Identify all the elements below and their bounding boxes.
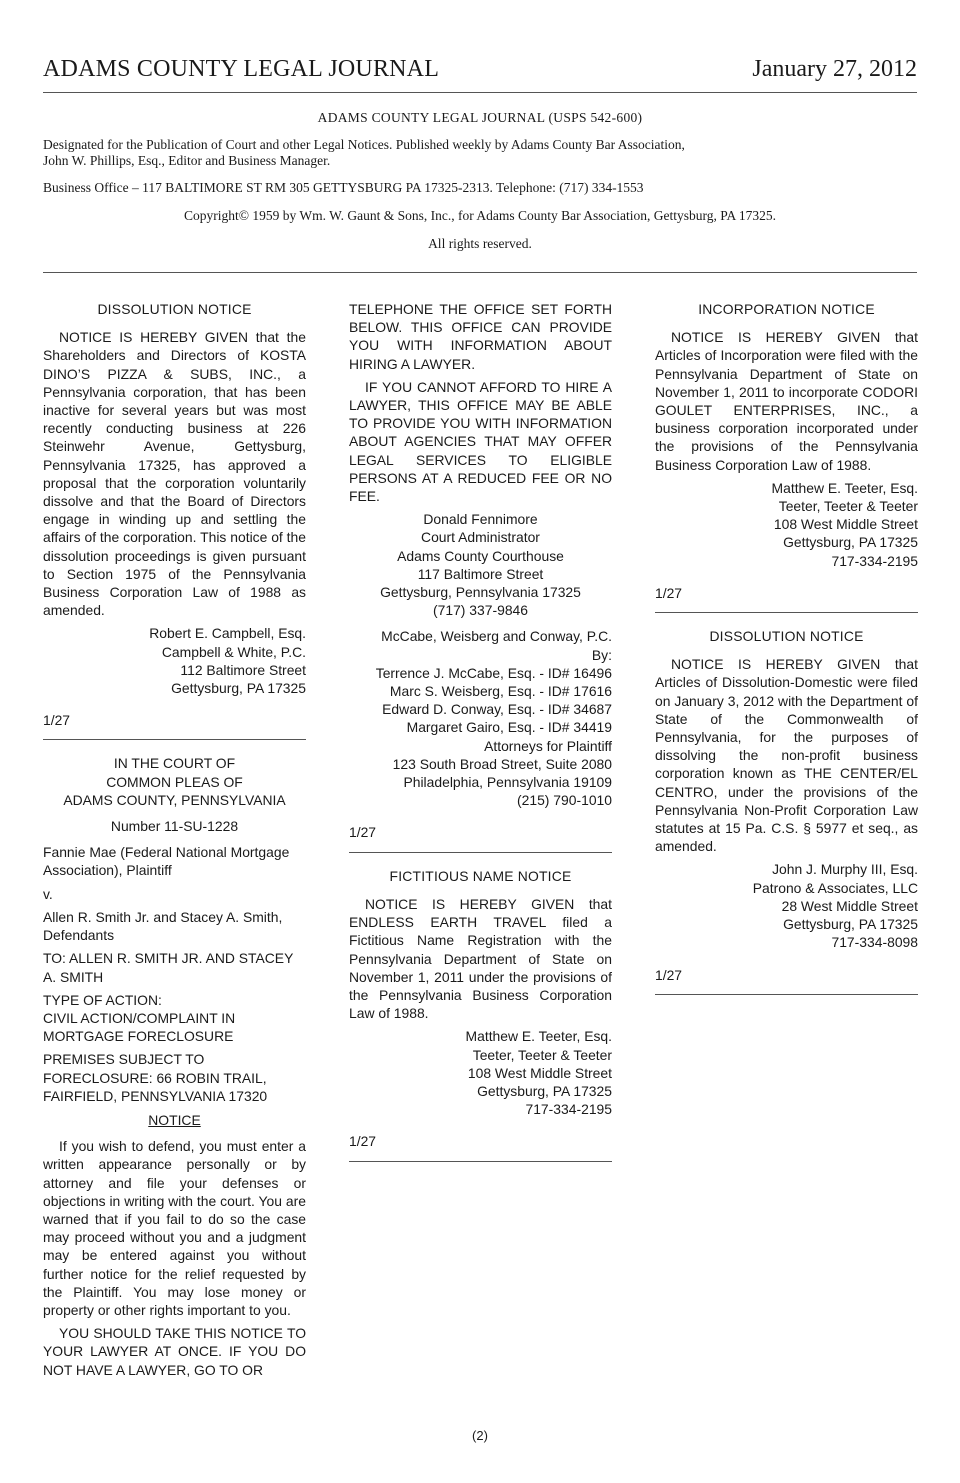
journal-title: ADAMS COUNTY LEGAL JOURNAL bbox=[43, 56, 440, 82]
publication-description-line2: John W. Phillips, Esq., Editor and Business Manager. bbox=[43, 153, 331, 168]
signature-city: Gettysburg, PA 17325 bbox=[783, 916, 918, 933]
administrator-phone: (717) 337-9846 bbox=[433, 602, 528, 619]
court-notice-continued bbox=[349, 300, 612, 853]
action-type-label: TYPE OF ACTION: bbox=[43, 991, 162, 1008]
defendants: Allen R. Smith Jr. and Stacey A. Smith, Defendants bbox=[43, 908, 283, 944]
notice-body: NOTICE IS HEREBY GIVEN that Articles of Incorporation were filed with the Pennsylvania Department of State on November 1, 2011 to incorporate CODORI GOULET ENTERPRISES, INC., a business corporation incorporated under the provisions of the Pennsylvania Business Corporation Law of 1988. bbox=[655, 329, 918, 473]
action-type-value: CIVIL ACTION/COMPLAINT IN MORTGAGE FORECLOSURE bbox=[43, 1009, 236, 1045]
signature-street: 112 Baltimore Street bbox=[180, 661, 306, 678]
attorney-4: Margaret Gairo, Esq. - ID# 34419 bbox=[406, 719, 612, 736]
copyright: Copyright© 1959 by Wm. W. Gaunt & Sons, Inc., for Adams County Bar Association, Gettysburg, PA 17325. bbox=[183, 208, 777, 223]
attorney-1: Terrence J. McCabe, Esq. - ID# 16496 bbox=[375, 664, 612, 681]
incorporation-notice bbox=[655, 300, 918, 613]
by-label: By: bbox=[591, 646, 612, 663]
firm-name: McCabe, Weisberg and Conway, P.C. bbox=[381, 628, 612, 645]
signature-name: Matthew E. Teeter, Esq. bbox=[771, 479, 918, 496]
notice-divider bbox=[349, 852, 612, 853]
plaintiff: Fannie Mae (Federal National Mortgage Association), Plaintiff bbox=[43, 844, 290, 879]
signature-name: Matthew E. Teeter, Esq. bbox=[465, 1028, 612, 1045]
notice-heading: FICTITIOUS NAME NOTICE bbox=[389, 867, 572, 884]
issue-date: January 27, 2012 bbox=[752, 56, 917, 82]
notice-subheading: NOTICE bbox=[148, 1111, 201, 1128]
business-office: Business Office – 117 BALTIMORE ST RM 305 GETTYSBURG PA 17325-2313. Telephone: (717) 334-1553 bbox=[43, 180, 644, 195]
firm-city: Philadelphia, Pennsylvania 19109 bbox=[403, 774, 612, 791]
signature-street: 108 West Middle Street bbox=[773, 516, 918, 533]
publication-description-line1: Designated for the Publication of Court and other Legal Notices. Published weekly by Adams County Bar Association, bbox=[43, 137, 685, 152]
signature-firm: Campbell & White, P.C. bbox=[161, 643, 306, 660]
notice-date: 1/27 bbox=[349, 1133, 377, 1150]
fictitious-name-notice bbox=[349, 867, 612, 1162]
administrator-building: Adams County Courthouse bbox=[397, 547, 564, 564]
signature-name: Robert E. Campbell, Esq. bbox=[149, 625, 306, 642]
premises: PREMISES SUBJECT TO FORECLOSURE: 66 ROBIN TRAIL, FAIRFIELD, PENNSYLVANIA 17320 bbox=[43, 1051, 268, 1104]
notice-heading: DISSOLUTION NOTICE bbox=[97, 301, 252, 317]
administrator-street: 117 Baltimore Street bbox=[417, 565, 544, 582]
notice-body: NOTICE IS HEREBY GIVEN that the Shareholders and Directors of KOSTA DINO’S PIZZA & SUBS, INC., a Pennsylvania corporation, that has been inactive for several years but was most recently conducting business at 226 Steinwehr Avenue, Gettysburg, Pennsylvania 17325, has approved a proposal that the corporation voluntarily dissolve and that the Board of Directors engage in winding up and settling the affairs of the corporation. This notice of the dissolution proceedings is given pursuant to Section 1975 of the Pennsylvania Business Corporation Law of 1988 as amended. bbox=[43, 329, 306, 619]
header-divider bbox=[43, 272, 917, 273]
notice-heading: INCORPORATION NOTICE bbox=[698, 301, 875, 317]
plaintiff-attorneys-block bbox=[349, 627, 612, 809]
attorneys-for: Attorneys for Plaintiff bbox=[484, 737, 612, 754]
action-type bbox=[43, 991, 306, 1046]
publication-info bbox=[43, 110, 917, 252]
lawyer-instruction: YOU SHOULD TAKE THIS NOTICE TO YOUR LAWYER AT ONCE. IF YOU DO NOT HAVE A LAWYER, GO TO OR bbox=[43, 1325, 306, 1378]
signature-firm: Teeter, Teeter & Teeter bbox=[778, 498, 918, 515]
signature-phone: 717-334-2195 bbox=[831, 552, 918, 569]
notice-date: 1/27 bbox=[655, 966, 683, 983]
notice-divider bbox=[655, 994, 918, 995]
court-administrator-block bbox=[349, 510, 612, 619]
administrator-city: Gettysburg, Pennsylvania 17325 bbox=[380, 584, 581, 601]
attorney-3: Edward D. Conway, Esq. - ID# 34687 bbox=[382, 701, 612, 718]
publication-description bbox=[43, 137, 917, 169]
afford-lawyer-text: IF YOU CANNOT AFFORD TO HIRE A LAWYER, THIS OFFICE MAY BE ABLE TO PROVIDE YOU WITH INFORMATION ABOUT AGENCIES THAT MAY OFFER LEGAL SERVICES TO ELIGIBLE PERSONS AT A REDUCED FEE OR NO FEE. bbox=[349, 378, 612, 505]
page-number: (2) bbox=[472, 1428, 488, 1443]
signature-block bbox=[655, 479, 918, 570]
notice-body: NOTICE IS HEREBY GIVEN that ENDLESS EARTH TRAVEL filed a Fictitious Name Registration with the Pennsylvania Department of State on November 1, 2011 under the provisions of the Pennsylvania Business Corporation Law of 1988. bbox=[349, 895, 612, 1022]
court-heading-line1: IN THE COURT OF bbox=[113, 755, 236, 772]
dissolution-notice-center bbox=[655, 627, 918, 995]
addressee: TO: ALLEN R. SMITH JR. AND STACEY A. SMITH bbox=[43, 950, 294, 985]
court-notice-smith bbox=[43, 754, 306, 1378]
signature-city: Gettysburg, PA 17325 bbox=[477, 1082, 612, 1099]
dissolution-notice-kosta bbox=[43, 300, 306, 740]
notice-divider bbox=[655, 612, 918, 613]
signature-firm: Teeter, Teeter & Teeter bbox=[472, 1046, 612, 1063]
signature-block bbox=[43, 624, 306, 697]
notice-date: 1/27 bbox=[349, 824, 377, 841]
notice-date: 1/27 bbox=[43, 712, 71, 729]
court-heading-line2: COMMON PLEAS OF bbox=[106, 773, 243, 790]
notice-body: NOTICE IS HEREBY GIVEN that Articles of Dissolution-Domestic were filed on January 3, 2012 with the Department of State of the Commonwealth of Pennsylvania, for the purposes of dissolving the non-profit business corporation known as THE CENTER/EL CENTRO, under the provisions of the Pennsylvania Non-Profit Corporation Law statutes at 15 Pa. C.S. § 5977 et seq., as amended. bbox=[655, 656, 918, 855]
notice-divider bbox=[43, 739, 306, 740]
signature-block bbox=[349, 1027, 612, 1118]
masthead bbox=[43, 54, 917, 93]
court-heading bbox=[43, 754, 306, 809]
signature-name: John J. Murphy III, Esq. bbox=[772, 861, 918, 878]
rights-reserved: All rights reserved. bbox=[428, 236, 532, 251]
column-2 bbox=[349, 300, 612, 1176]
case-number: Number 11-SU-1228 bbox=[110, 818, 239, 835]
firm-phone: (215) 790-1010 bbox=[517, 792, 612, 809]
notice-to-defend: If you wish to defend, you must enter a written appearance personally or by attorney and file your defenses or objections in writing with the court. You are warned that if you fail to do so the case may proceed without you and a judgment may be entered against you without further notice for the relief requested by the Plaintiff. You may lose money or property or other rights important to you. bbox=[43, 1138, 306, 1318]
signature-block bbox=[655, 860, 918, 951]
court-heading-line3: ADAMS COUNTY, PENNSYLVANIA bbox=[63, 791, 286, 808]
notice-heading: DISSOLUTION NOTICE bbox=[709, 628, 864, 645]
publication-heading: ADAMS COUNTY LEGAL JOURNAL (USPS 542-600) bbox=[317, 110, 643, 125]
versus: v. bbox=[43, 885, 53, 902]
signature-street: 108 West Middle Street bbox=[467, 1064, 612, 1081]
signature-city: Gettysburg, PA 17325 bbox=[171, 680, 306, 697]
firm-street: 123 South Broad Street, Suite 2080 bbox=[392, 755, 612, 772]
signature-city: Gettysburg, PA 17325 bbox=[783, 534, 918, 551]
administrator-name: Donald Fennimore bbox=[423, 511, 538, 528]
signature-phone: 717-334-2195 bbox=[525, 1101, 612, 1118]
notice-date: 1/27 bbox=[655, 584, 683, 601]
column-1 bbox=[43, 300, 306, 1384]
notice-divider bbox=[349, 1161, 612, 1162]
lawyer-instruction-continued: TELEPHONE THE OFFICE SET FORTH BELOW. THIS OFFICE CAN PROVIDE YOU WITH INFORMATION ABOUT HIRING A LAWYER. bbox=[349, 301, 612, 372]
signature-firm: Patrono & Associates, LLC bbox=[752, 879, 918, 896]
column-3 bbox=[655, 300, 918, 1009]
attorney-2: Marc S. Weisberg, Esq. - ID# 17616 bbox=[389, 683, 612, 700]
signature-phone: 717-334-8098 bbox=[831, 934, 918, 951]
signature-street: 28 West Middle Street bbox=[781, 897, 918, 914]
administrator-title: Court Administrator bbox=[421, 529, 540, 546]
